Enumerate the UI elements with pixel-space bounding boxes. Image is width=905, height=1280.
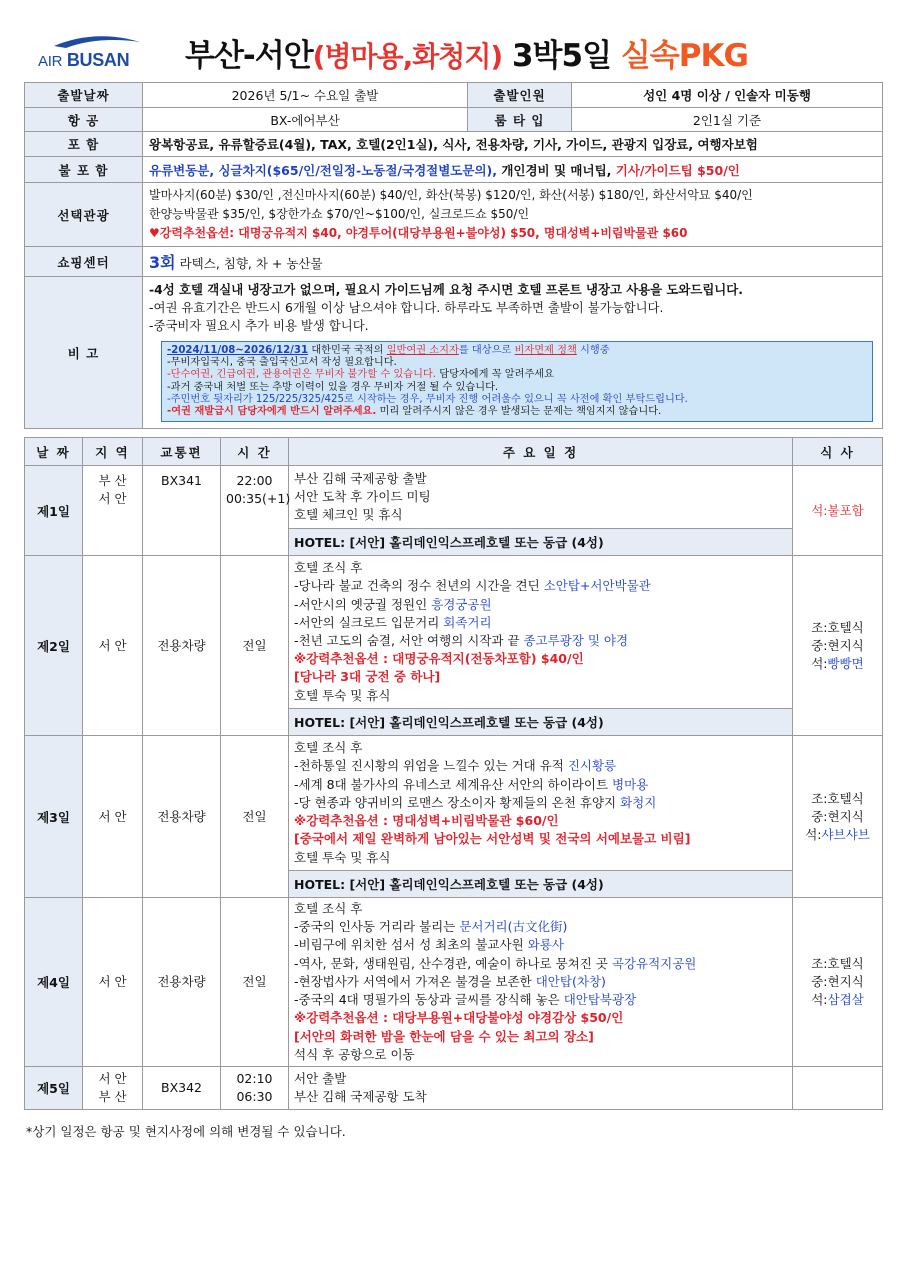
visa-notice-box: [161, 341, 873, 423]
notice-line-2: -무비자입국시, 중국 출입국신고서 작성 필요합니다.: [167, 356, 397, 368]
people-label: 출발인원: [468, 83, 572, 108]
itinerary-header-row: [25, 438, 883, 466]
day-5-region: 서 안 부 산: [83, 1067, 143, 1110]
exclude-label: 불 포 함: [25, 157, 143, 183]
remarks-line-3: -중국비자 필요시 추가 비용 발생 합니다.: [149, 317, 369, 333]
day-3-meal: 조:호텔식 중:현지식 석:샤브샤브: [793, 736, 883, 898]
notice-line-3: -단수여권, 긴급여권, 관용여권은 무비자 불가할 수 있습니다. 담당자에게 꼭 알려주세요: [167, 369, 554, 381]
shopping-value: 라텍스, 침향, 차 + 농산물: [179, 256, 323, 271]
day-1-row: [25, 466, 883, 529]
logo-text: [38, 50, 129, 71]
day-2-transport: 전용차량: [143, 556, 221, 736]
departure-value: 2026년 5/1~ 수요일 출발: [143, 83, 468, 108]
exclude-black: 개인경비 및 매너팁,: [496, 162, 612, 178]
day-2-time: 전일: [221, 556, 289, 736]
title-sub: (병마용,화청지): [312, 40, 503, 73]
day-2-meal: 조:호텔식 중:현지식 석:빵빵면: [793, 556, 883, 736]
day-3-time: 전일: [221, 736, 289, 898]
title-main: 부산-서안: [185, 38, 313, 74]
day-1-label: 제1일: [25, 466, 83, 556]
info-row-shopping: [25, 247, 883, 277]
day-4-region: 서 안: [83, 898, 143, 1067]
optional-line-2: 한양능박물관 $35/인, $장한가쇼 $70/인~$100/인, 실크로드쇼 $50/인: [149, 207, 530, 221]
shopping-value-cell: [143, 247, 883, 277]
header-time: 시 간: [221, 438, 289, 466]
day-3-region: 서 안: [83, 736, 143, 898]
day-3-label: 제3일: [25, 736, 83, 898]
day-4-transport: 전용차량: [143, 898, 221, 1067]
info-row-departure: [25, 83, 883, 108]
people-value: 성인 4명 이상 / 인솔자 미동행: [572, 83, 883, 108]
optional-line-1: 발마사지(60분) $30/인 ,전신마사지(60분) $40/인, 화산(북봉) $120/인, 화산(서봉) $180/인, 화산서악묘 $40/인: [149, 188, 753, 202]
day-5-meal: [793, 1067, 883, 1110]
day-5-transport: BX342: [143, 1067, 221, 1110]
info-row-include: [25, 132, 883, 157]
day-2-hotel: HOTEL: [서안] 홀리데인익스프레호텔 또는 동급 (4성): [289, 709, 793, 736]
day-3-hotel: HOTEL: [서안] 홀리데인익스프레호텔 또는 동급 (4성): [289, 871, 793, 898]
air-busan-logo: [38, 34, 138, 74]
day-4-meal: 조:호텔식 중:현지식 석:삼겹살: [793, 898, 883, 1067]
remarks-value: [143, 277, 883, 429]
logo-air: AIR: [38, 53, 63, 70]
airline-value: BX-에어부산: [143, 108, 468, 132]
optional-label: 선택관광: [25, 183, 143, 247]
day-2-label: 제2일: [25, 556, 83, 736]
page-title: [185, 30, 748, 75]
day-2-region: 서 안: [83, 556, 143, 736]
day-2-plan: 호텔 조식 후 -당나라 불교 건축의 정수 천년의 시간을 견딘 소안탑+서안박물관 -서안시의 옛궁궐 정원인 흥경궁공원 -서안의 실크로드 입문거리 회족거리 -천년 고도의 숨결, 서안 여행의 시작과 끝 종고루광장 및 야경 ※강력추천옵션 : 대명궁유적지(전동차포함) $40/인 [당나라 3대 궁전 중 하나] 호텔 투숙 및 휴식: [289, 556, 793, 709]
day-5-label: 제5일: [25, 1067, 83, 1110]
title-type: 실속PKG: [620, 38, 748, 74]
title-nights: 3박5일: [511, 38, 612, 74]
notice-line-1: -2024/11/08~2026/12/31 대한민국 국적의 일반여권 소지자를 대상으로 비자면제 정책 시행중: [167, 344, 610, 356]
day-1-transport: BX341: [143, 466, 221, 556]
day-5-row: [25, 1067, 883, 1110]
package-info-table: [24, 82, 883, 429]
day-2-row: [25, 556, 883, 709]
header-transport: 교통편: [143, 438, 221, 466]
info-row-exclude: [25, 157, 883, 183]
header-schedule: 주 요 일 정: [289, 438, 793, 466]
day-4-plan: 호텔 조식 후 -중국의 인사동 거리라 불리는 문서거리(古文化街) -비림구에 위치한 섬서 성 최초의 불교사원 와룡사 -역사, 문화, 생태원림, 산수경관, 예술이 하나로 뭉쳐진 곳 곡강유적지공원 -현장법사가 서역에서 가져온 불경을 보존한 대안탑(차창) -중국의 4대 명필가의 동상과 글씨를 장식해 놓은 대안탑북광장 ※강력추천옵션 : 대당부용원+대당불야성 야경감상 $50/인 [서안의 화려한 밤을 한눈에 담을 수 있는 최고의 장소] 석식 후 공항으로 이동: [289, 898, 793, 1067]
remarks-line-1: -4성 호텔 객실내 냉장고가 없으며, 필요시 가이드님께 요청 주시면 호텔 프론트 냉장고 사용을 도와드립니다.: [149, 281, 743, 297]
exclude-value: [143, 157, 883, 183]
day-1-meal: 석:불포함: [793, 466, 883, 556]
remarks-line-2: -여권 유효기간은 반드시 6개월 이상 남으셔야 합니다. 하루라도 부족하면 출발이 불가능합니다.: [149, 299, 664, 315]
info-row-optional: [25, 183, 883, 247]
info-row-airline: [25, 108, 883, 132]
include-value: 왕복항공료, 유류할증료(4월), TAX, 호텔(2인1실), 식사, 전용차량, 기사, 가이드, 관광지 입장료, 여행자보험: [143, 132, 883, 157]
departure-label: 출발날짜: [25, 83, 143, 108]
airline-label: 항 공: [25, 108, 143, 132]
info-row-remarks: [25, 277, 883, 429]
shopping-label: 쇼핑센터: [25, 247, 143, 277]
day-1-time: 22:00 00:35(+1): [221, 466, 289, 556]
room-label: 룸 타 입: [468, 108, 572, 132]
shopping-count: 3회: [149, 253, 176, 272]
header-region: 지 역: [83, 438, 143, 466]
room-value: 2인1실 기준: [572, 108, 883, 132]
day-3-row: [25, 736, 883, 871]
optional-recommend: ♥강력추천옵션: 대명궁유적지 $40, 야경투어(대당부용원+불야성) $50, 명대성벽+비림박물관 $60: [149, 226, 688, 240]
day-4-time: 전일: [221, 898, 289, 1067]
itinerary-table: [24, 437, 883, 1110]
notice-line-6: -여권 재발급시 담당자에게 반드시 알려주세요. 미리 알려주시지 않은 경우 발생되는 문제는 책임지지 않습니다.: [167, 406, 662, 418]
notice-line-5: -주민번호 뒷자리가 125/225/325/425로 시작하는 경우, 무비자 진행 어려울수 있으니 꼭 사전에 확인 부탁드립니다.: [167, 393, 688, 405]
remarks-label: 비 고: [25, 277, 143, 429]
logo-busan: BUSAN: [66, 50, 130, 70]
day-3-transport: 전용차량: [143, 736, 221, 898]
header-date: 날 짜: [25, 438, 83, 466]
day-1-plan: 부산 김해 국제공항 출발 서안 도착 후 가이드 미팅 호텔 체크인 및 휴식: [289, 466, 793, 529]
day-1-hotel: HOTEL: [서안] 홀리데인익스프레호텔 또는 동급 (4성): [289, 529, 793, 556]
include-label: 포 함: [25, 132, 143, 157]
optional-value: [143, 183, 883, 247]
day-5-time: 02:10 06:30: [221, 1067, 289, 1110]
day-1-region: 부 산 서 안: [83, 466, 143, 556]
day-4-label: 제4일: [25, 898, 83, 1067]
day-3-plan: 호텔 조식 후 -천하통일 진시황의 위엄을 느낄수 있는 거대 유적 진시황릉 -세계 8대 불가사의 유네스코 세계유산 서안의 하이라이트 병마용 -당 현종과 양귀비의 로맨스 장소이자 황제들의 온천 휴양지 화청지 ※강력추천옵션 : 명대성벽+비림박물관 $60/인 [중국에서 제일 완벽하게 남아있는 서안성벽 및 전국의 서예보물고 비림] 호텔 투숙 및 휴식: [289, 736, 793, 871]
day-4-row: [25, 898, 883, 1067]
page-header: [0, 22, 905, 82]
day-5-plan: 서안 출발 부산 김해 국제공항 도착: [289, 1067, 793, 1110]
exclude-blue: 유류변동분, 싱글차지($65/인/전일정-노동절/국경절별도문의),: [149, 162, 497, 178]
notice-line-4: -과거 중국내 처벌 또는 추방 이력이 있을 경우 무비자 거절 될 수 있습니다.: [167, 381, 499, 393]
footer-note: *상기 일정은 항공 및 현지사정에 의해 변경될 수 있습니다.: [26, 1124, 346, 1139]
header-meal: 식 사: [793, 438, 883, 466]
exclude-red: 기사/가이드팁 $50/인: [611, 162, 740, 178]
swoosh-icon: [52, 34, 142, 50]
